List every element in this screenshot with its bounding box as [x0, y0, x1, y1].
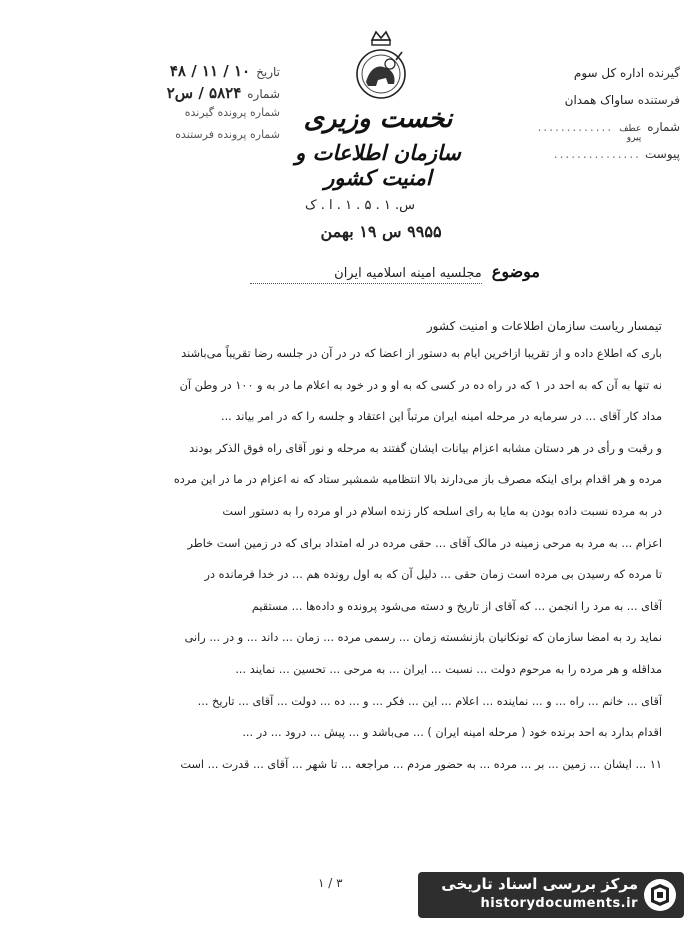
- body-line: اقدام بدارد به احد برنده خود ( مرحله امینه ایران ) ... می‌باشد و ... پیش ... درود ... در ...: [242, 726, 662, 740]
- number-label: شماره: [247, 87, 280, 101]
- attachment-blank: ...............: [553, 147, 641, 161]
- date-row: [110, 62, 280, 84]
- recipient-value: اداره کل سوم: [573, 66, 645, 80]
- sender-label: فرستنده: [637, 93, 680, 107]
- sender-row: [505, 93, 680, 120]
- body-line: نماید رد به امضا سازمان که تونکانیان بازنشسته زمان ... رسمی مرده ... زمان ... داند ... و در ... رانی: [184, 631, 662, 645]
- sender-file-number-row: [110, 128, 280, 150]
- body-line: اعزام ... به مرد به مرحی زمینه در مالک آقای ... حقی مرده در له امتداد برای که در زمین است خاطر: [187, 536, 662, 550]
- body-line: ۱۱ ... ایشان ... زمین ... بر ... مرده ... به حضور مردم ... مراجعه ... تا شهر ... آقای ... قدرت ... است: [180, 757, 662, 771]
- subject-row: [250, 262, 540, 284]
- receiver-file-number-label: شماره پرونده گیرنده: [184, 106, 280, 119]
- sender-file-number-label: شماره پرونده فرستنده: [175, 128, 280, 141]
- subject-label: موضوع: [491, 262, 540, 281]
- sender-value: ساواک همدان: [564, 93, 634, 107]
- attachment-row: [505, 147, 680, 174]
- body-line: مداد کار آقای ... در سرمایه در مرحله امینه ایران مرتباً این اعتقاد و جلسه را که در امر بیاند ...: [220, 410, 662, 424]
- body-line: مداقله و هر مرده را به مرحوم دولت ... نسبت ... ایران ... به مرحی ... تحسین ... نمایند ...: [235, 662, 662, 676]
- body-line: و رقبت و رأی در هر دستان مشابه اعزام بیانات ایشان گفتند به مرحله و نور آقای راه فوق الذکر بودند: [189, 441, 662, 455]
- prime-ministry-title: نخست وزیری: [303, 104, 453, 134]
- date-value: ۱۰ / ۱۱ / ۴۸: [169, 62, 251, 80]
- letter-addressee: تیمسار ریاست سازمان اطلاعات و امنیت کشور: [426, 319, 662, 333]
- body-line: آقای ... خانم ... راه ... و ... نماینده ... اعلام ... این ... فکر ... و ... ده ... دولت ... آقای ... تاریخ ...: [197, 694, 662, 708]
- date-label: تاریخ: [256, 65, 280, 79]
- archive-watermark: [418, 872, 684, 918]
- letterhead: [278, 104, 478, 190]
- body-line: مرده و هر اقدام برای اینکه مصرف باز می‌دارند بالا انتظامیه شمشیر ستاد که نه اعزام در ما در این مرده: [173, 473, 662, 487]
- reference-label: عطف: [619, 124, 642, 134]
- body-line: آقای ... به مرد را انجمن ... که آقای از تاریخ و دسته می‌شود پرونده و داده‌ها ... مستقیم: [251, 599, 662, 613]
- page-footer-mark: ۳ / ۱: [318, 876, 343, 890]
- attachment-label: پیوست: [645, 147, 680, 161]
- recipient-label: گیرنده: [648, 66, 680, 80]
- letter-meta-left: [110, 62, 280, 150]
- file-number-sub: [619, 125, 641, 143]
- body-line: تا مرده که رسیدن بی مرده است زمان حقی ... دلیل آن که به اول رونده هم ... در خدا فرمانده در: [204, 568, 662, 582]
- follow-up-label: پیرو: [626, 133, 642, 143]
- file-number-blank: .............: [537, 120, 614, 134]
- body-line: باری که اطلاع داده و از تقریبا ازاخرین ایام به دستور از اعضا که در در آن در جلسه رضا تقریباً می‌باشند: [181, 347, 662, 360]
- recipient-row: [505, 66, 680, 93]
- receiver-file-number-row: [110, 106, 280, 128]
- body-line: در به مرده نسبت داده بودن به مایا به رای اسلحه کار زنده اسلام در او مرده را به دستور است: [222, 504, 662, 518]
- number-row: [110, 84, 280, 106]
- handwritten-ref-line2: ۹۹۵۵ س ۱۹ بهمن: [320, 222, 442, 241]
- body-line: نه تنها به آن که به احد در ۱ که در راه ده در کسی که به او و در خود به اعلام ما در به و ۱۰۰ در وطن آن: [179, 378, 662, 392]
- watermark-persian: مرکز بررسی اسناد تاریخی: [441, 875, 638, 893]
- watermark-url: historydocuments.ir: [480, 896, 638, 911]
- letter-meta-right: [505, 66, 680, 174]
- file-number-row: [505, 120, 680, 147]
- handwritten-ref-line1: س. ۱ . ۵ . ۱ . ا . ک: [305, 198, 415, 213]
- file-number-label: شماره: [647, 120, 680, 134]
- letter-paragraph: [36, 338, 662, 780]
- number-value: ۵۸۲۴ / س۲: [166, 84, 242, 102]
- archive-logo-icon: [642, 877, 678, 913]
- letter-body: [36, 314, 662, 780]
- subject-value: مجلسیه امینه اسلامیه ایران: [250, 266, 482, 284]
- organization-title: سازمان اطلاعات و امنیت کشور: [295, 140, 461, 190]
- lion-sun-crown-emblem-icon: [352, 30, 410, 102]
